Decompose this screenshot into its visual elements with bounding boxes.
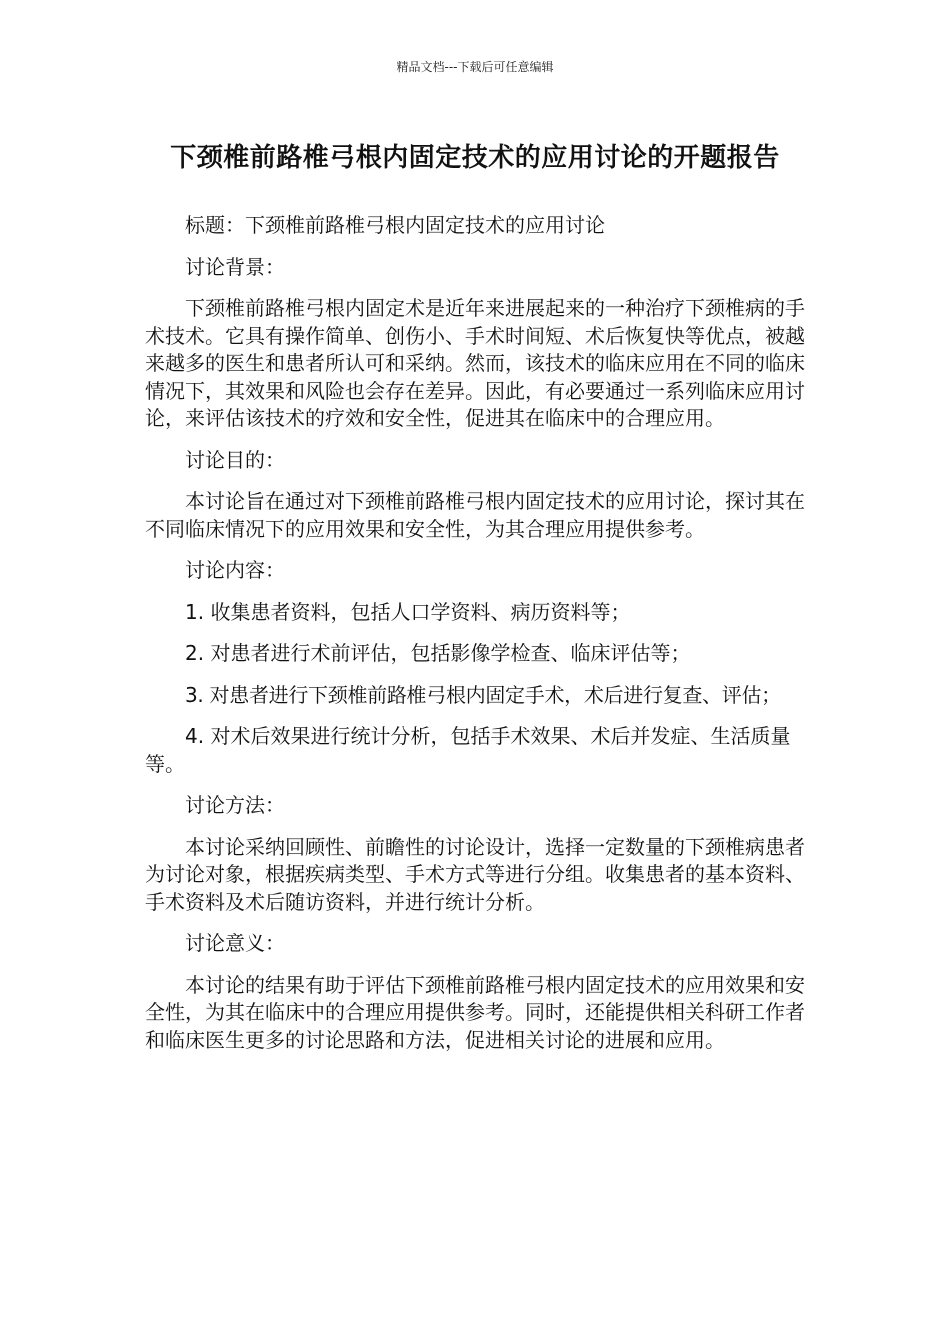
document-title: 下颈椎前路椎弓根内固定技术的应用讨论的开题报告 (170, 143, 780, 173)
page-header: 精品文档---下载后可任意编辑 (396, 60, 554, 74)
heading-significance: 讨论意义： (185, 931, 285, 955)
list-item: 3. 对患者进行下颈椎前路椎弓根内固定手术，术后进行复查、评估； (185, 682, 781, 707)
heading-method: 讨论方法： (185, 793, 285, 817)
heading-purpose: 讨论目的： (185, 447, 285, 472)
paragraph-purpose: 本讨论旨在通过对下颈椎前路椎弓根内固定技术的应用讨论，探讨其在不同临床情况下的应用效果和安全性，为其合理应用提供参考。 (145, 489, 805, 541)
paragraph-significance: 本讨论的结果有助于评估下颈椎前路椎弓根内固定技术的应用效果和安全性，为其在临床中的合理应用提供参考。同时，还能提供相关科研工作者和临床医生更多的讨论思路和方法，促进相关讨论的进展和应用。 (145, 972, 805, 1052)
heading-content: 讨论内容： (185, 558, 285, 582)
list-item: 4. 对术后效果进行统计分析，包括手术效果、术后并发症、生活质量等。 (145, 724, 791, 776)
heading-background: 讨论背景： (185, 254, 285, 279)
document-body (145, 212, 807, 1068)
paragraph-subject: 标题：下颈椎前路椎弓根内固定技术的应用讨论 (185, 213, 605, 237)
list-item: 2. 对患者进行术前评估，包括影像学检查、临床评估等； (185, 641, 691, 665)
paragraph-background: 下颈椎前路椎弓根内固定术是近年来进展起来的一种治疗下颈椎病的手术技术。它具有操作简单、创伤小、手术时间短、术后恢复快等优点，被越来越多的医生和患者所认可和采纳。然而，该技术的临床应用在不同的临床情况下，其效果和风险也会存在差异。因此，有必要通过一系列临床应用讨论，来评估该技术的疗效和安全性，促进其在临床中的合理应用。 (145, 296, 805, 430)
paragraph-method: 本讨论采纳回顾性、前瞻性的讨论设计，选择一定数量的下颈椎病患者为讨论对象，根据疾病类型、手术方式等进行分组。收集患者的基本资料、手术资料及术后随访资料，并进行统计分析。 (145, 834, 805, 914)
list-item: 1. 收集患者资料，包括人口学资料、病历资料等； (185, 599, 631, 624)
